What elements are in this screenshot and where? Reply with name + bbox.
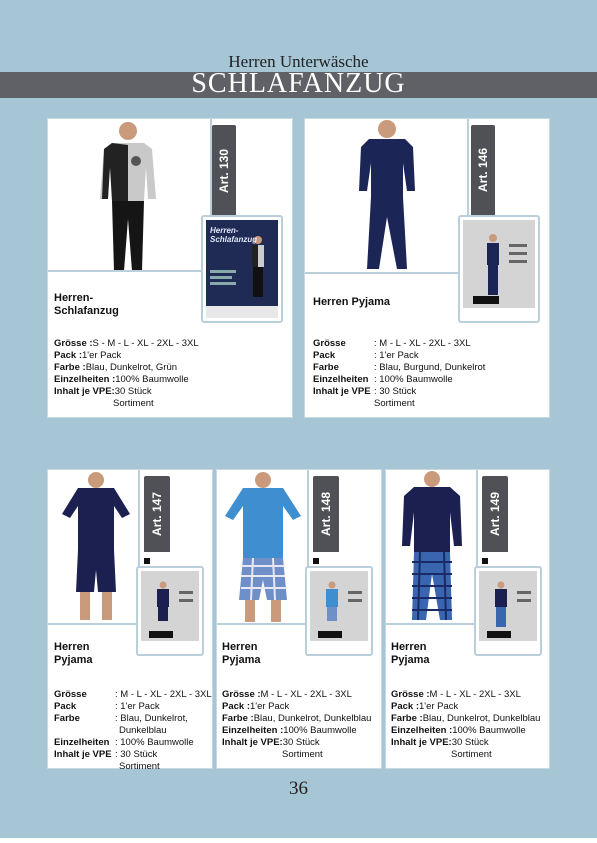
spec-row: Pack : 1'er Pack bbox=[222, 701, 290, 712]
spec-row: Inhalt je VPE: 30 Stück bbox=[222, 737, 320, 748]
package-illustration bbox=[463, 220, 535, 318]
article-tab bbox=[471, 125, 495, 215]
spec-row: Inhalt je VPE: 30 Stück bbox=[391, 737, 489, 748]
article-number: Art. 149 bbox=[488, 491, 502, 537]
package-illustration bbox=[479, 571, 537, 651]
spec-row: Einzelheiten : 100% Baumwolle bbox=[391, 725, 526, 736]
packshot-148 bbox=[305, 566, 373, 656]
spec-row: Grösse : S - M - L - XL - 2XL - 3XL bbox=[54, 338, 199, 349]
product-specs bbox=[222, 689, 371, 761]
spec-row: Farbe : Blau, Dunkelrot, Grün bbox=[54, 362, 178, 373]
product-card-149[interactable] bbox=[386, 470, 549, 768]
model-illustration bbox=[305, 119, 469, 274]
product-photo bbox=[217, 470, 309, 625]
spec-row: Farbe : Blau, Burgund, Dunkelrot bbox=[313, 362, 486, 373]
article-tab bbox=[212, 125, 236, 217]
spec-row: Dunkelblau bbox=[119, 725, 167, 736]
product-photo bbox=[48, 119, 212, 272]
spec-row: Inhalt je VPE: 30 Stück bbox=[54, 386, 152, 397]
spec-row: Grösse : M - L - XL - 2XL - 3XL bbox=[222, 689, 352, 700]
spec-row: Einzelheiten : 100% Baumwolle bbox=[313, 374, 453, 385]
spec-row: Pack : 1'er Pack bbox=[391, 701, 459, 712]
product-card-146[interactable] bbox=[305, 119, 549, 417]
product-name: Herren Pyjama bbox=[391, 641, 430, 666]
spec-row: Grösse : M - L - XL - 2XL - 3XL bbox=[313, 338, 471, 349]
product-name: Herren Pyjama bbox=[54, 641, 93, 666]
spec-row: Inhalt je VPE : 30 Stück bbox=[54, 749, 158, 760]
package-illustration bbox=[310, 571, 368, 651]
spec-row: Farbe : Blau, Dunkelrot, Dunkelblau bbox=[222, 713, 372, 724]
product-specs bbox=[54, 689, 212, 773]
spec-row: Sortiment bbox=[282, 749, 323, 760]
model-illustration bbox=[48, 119, 212, 272]
packshot-130 bbox=[201, 215, 283, 323]
page-subtitle: Herren Unterwäsche bbox=[228, 52, 369, 71]
article-number: Art. 146 bbox=[476, 147, 490, 193]
article-number: Art. 147 bbox=[150, 491, 164, 537]
product-name: Herren- Schlafanzug bbox=[54, 292, 119, 317]
spec-row: Farbe : Blau, Dunkelrot, bbox=[54, 713, 188, 724]
page-number: 36 bbox=[289, 778, 308, 799]
product-specs bbox=[391, 689, 540, 761]
product-photo bbox=[305, 119, 469, 274]
article-number: Art. 130 bbox=[217, 148, 231, 194]
packshot-147 bbox=[136, 566, 204, 656]
product-photo bbox=[48, 470, 140, 625]
product-card-130[interactable] bbox=[48, 119, 292, 417]
product-name: Herren Pyjama bbox=[222, 641, 261, 666]
spec-row: Sortiment bbox=[119, 761, 160, 772]
spec-row: Grösse : M - L - XL - 2XL - 3XL bbox=[54, 689, 212, 700]
spec-row: Pack : 1'er Pack bbox=[313, 350, 419, 361]
product-specs bbox=[54, 338, 199, 410]
product-name: Herren Pyjama bbox=[313, 296, 391, 308]
package-illustration bbox=[141, 571, 199, 651]
spec-row: Sortiment bbox=[113, 398, 154, 409]
spec-row: Grösse : M - L - XL - 2XL - 3XL bbox=[391, 689, 521, 700]
model-illustration bbox=[48, 470, 140, 625]
article-tab bbox=[482, 476, 508, 552]
spec-row: Farbe : Blau, Dunkelrot, Dunkelblau bbox=[391, 713, 541, 724]
article-number: Art. 148 bbox=[319, 491, 333, 537]
packshot-146 bbox=[458, 215, 540, 323]
spec-row: Sortiment bbox=[451, 749, 492, 760]
product-card-147[interactable] bbox=[48, 470, 212, 772]
page-title: SCHLAFANZUG bbox=[191, 68, 406, 99]
product-card-148[interactable] bbox=[217, 470, 381, 768]
model-illustration bbox=[386, 470, 478, 625]
spec-row: Einzelheiten : 100% Baumwolle bbox=[54, 737, 194, 748]
spec-row: Inhalt je VPE : 30 Stück bbox=[313, 386, 417, 397]
article-tab bbox=[144, 476, 170, 552]
spec-row: Pack : 1'er Pack bbox=[54, 701, 160, 712]
spec-row: Pack : 1'er Pack bbox=[54, 350, 122, 361]
spec-row: Einzelheiten : 100% Baumwolle bbox=[222, 725, 357, 736]
article-tab bbox=[313, 476, 339, 552]
packshot-title: Herren- Schlafanzug bbox=[210, 226, 258, 244]
packshot-149 bbox=[474, 566, 542, 656]
spec-row: Sortiment bbox=[374, 398, 415, 409]
spec-row: Einzelheiten : 100% Baumwolle bbox=[54, 374, 189, 385]
model-illustration bbox=[217, 470, 309, 625]
product-specs bbox=[313, 338, 485, 410]
product-photo bbox=[386, 470, 478, 625]
